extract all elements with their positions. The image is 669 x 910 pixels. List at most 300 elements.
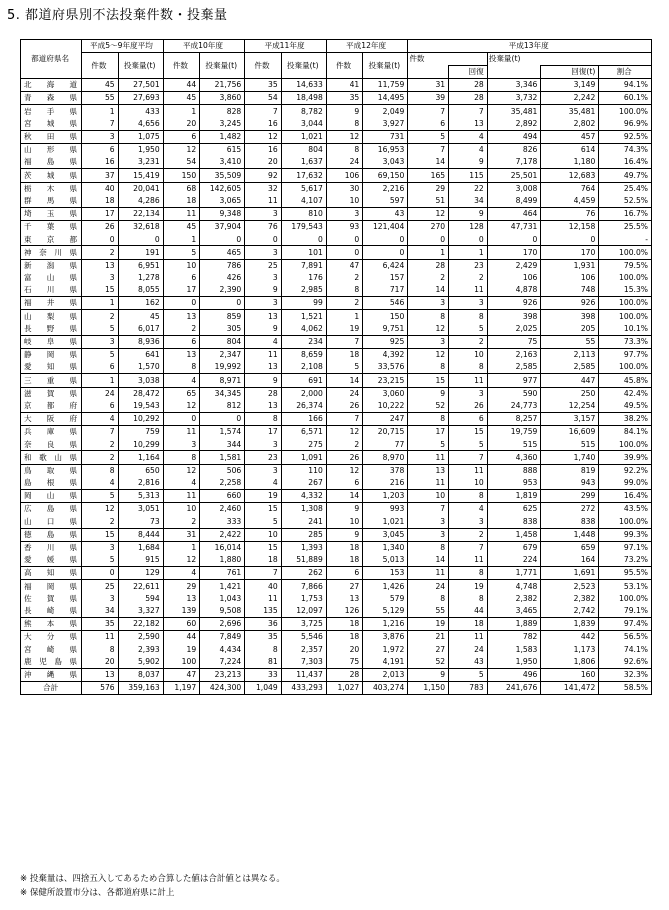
table-cell: 1,180	[541, 156, 599, 169]
table-cell: 926	[541, 297, 599, 310]
prefecture-name: 神奈川県	[21, 246, 82, 259]
table-cell: 403,274	[363, 681, 408, 694]
table-cell: 398	[541, 310, 599, 323]
prefecture-name: 埼玉県	[21, 207, 82, 220]
table-cell: 13	[82, 259, 118, 272]
table-cell: 494	[487, 130, 541, 143]
prefecture-name: 沖縄県	[21, 668, 82, 681]
table-cell: 25.4%	[599, 182, 652, 195]
table-cell: 506	[200, 464, 245, 477]
table-cell: 2,049	[363, 105, 408, 118]
table-cell: 3	[82, 130, 118, 143]
table-cell: 759	[118, 426, 163, 439]
table-cell: 1,880	[200, 554, 245, 567]
table-cell: 0	[363, 246, 408, 259]
table-cell: 15.3%	[599, 284, 652, 297]
table-cell: 24	[408, 580, 449, 593]
table-cell: 424,300	[200, 681, 245, 694]
table-cell: 3,245	[200, 118, 245, 131]
table-cell: 43	[363, 207, 408, 220]
table-cell: 9	[245, 284, 281, 297]
table-cell: 2,523	[541, 580, 599, 593]
table-cell: 100	[163, 655, 199, 668]
table-cell: 3,927	[363, 118, 408, 131]
table-row	[21, 246, 652, 259]
prefecture-name: 合計	[21, 681, 82, 694]
prefecture-name: 千葉県	[21, 221, 82, 234]
table-cell: 3,876	[363, 631, 408, 644]
table-cell: 1,482	[200, 130, 245, 143]
table-cell: 24	[449, 643, 488, 655]
table-cell: 1	[163, 541, 199, 554]
table-cell: 285	[281, 528, 326, 541]
table-cell: 447	[541, 374, 599, 387]
table-cell: 54	[163, 156, 199, 169]
table-cell: 6	[82, 400, 118, 413]
footnote: ※ 保健所設置市分は、各都道府県に計上	[20, 888, 175, 898]
table-cell: 6,951	[118, 259, 163, 272]
table-cell: 28	[449, 92, 488, 105]
table-cell: 1,203	[363, 490, 408, 503]
table-cell: 8	[408, 361, 449, 374]
table-cell: 11	[449, 374, 488, 387]
table-cell: 828	[200, 105, 245, 118]
table-cell: 14	[408, 284, 449, 297]
table-cell: 915	[118, 554, 163, 567]
table-cell: 2	[326, 272, 362, 284]
table-cell: 74.1%	[599, 643, 652, 655]
table-cell: 13	[163, 593, 199, 605]
header-amount: 投棄量(t)	[487, 53, 651, 66]
table-cell: 34	[82, 605, 118, 618]
table-cell: 22,182	[118, 617, 163, 630]
header-count: 件数	[408, 53, 487, 66]
table-cell: 6	[326, 567, 362, 580]
table-cell: 28,472	[118, 387, 163, 400]
table-cell: 4	[449, 143, 488, 156]
table-cell: 3,725	[281, 617, 326, 630]
table-cell: 812	[200, 400, 245, 413]
total-row	[21, 681, 652, 694]
table-cell: 162	[118, 297, 163, 310]
table-cell: 92.5%	[599, 130, 652, 143]
table-cell: 224	[487, 554, 541, 567]
table-cell: 1,421	[200, 580, 245, 593]
table-cell: 7	[326, 335, 362, 348]
table-cell: 52	[408, 400, 449, 413]
table-cell: 4,191	[363, 655, 408, 668]
prefecture-name: 宮城県	[21, 118, 82, 131]
table-cell: 17	[245, 426, 281, 439]
table-cell: 55	[408, 605, 449, 618]
header-count: 件数	[326, 53, 362, 79]
table-cell: 5,617	[281, 182, 326, 195]
table-cell: 8	[245, 412, 281, 425]
table-cell: 2	[449, 528, 488, 541]
table-cell: 5	[449, 438, 488, 451]
table-cell: 40	[82, 182, 118, 195]
table-cell: 12	[408, 207, 449, 220]
table-cell: 23	[245, 451, 281, 464]
table-cell: 14,495	[363, 92, 408, 105]
table-cell: 1	[163, 233, 199, 246]
prefecture-name: 福岡県	[21, 580, 82, 593]
table-cell: 4	[82, 412, 118, 425]
table-cell: 1,458	[487, 528, 541, 541]
table-cell: 115	[449, 169, 488, 182]
table-cell: 2,892	[487, 118, 541, 131]
table-cell: 16,609	[541, 426, 599, 439]
table-cell: 1	[163, 105, 199, 118]
table-cell: 3	[326, 207, 362, 220]
table-cell: 18	[245, 554, 281, 567]
table-cell: 13	[245, 400, 281, 413]
table-cell: 12	[82, 503, 118, 516]
table-cell: 13	[163, 310, 199, 323]
table-cell: 4,332	[281, 490, 326, 503]
table-cell: 2,460	[200, 503, 245, 516]
table-cell: 164	[541, 554, 599, 567]
prefecture-name: 宮崎県	[21, 643, 82, 655]
table-cell: 25.5%	[599, 221, 652, 234]
header-amount: 投棄量(t)	[200, 53, 245, 79]
table-cell: 6	[326, 477, 362, 490]
table-row	[21, 541, 652, 554]
table-cell: 5	[82, 554, 118, 567]
table-cell: 0	[449, 233, 488, 246]
table-cell: 7,891	[281, 259, 326, 272]
table-cell: 717	[363, 284, 408, 297]
table-row	[21, 412, 652, 425]
table-cell: 43.5%	[599, 503, 652, 516]
table-cell: 1,278	[118, 272, 163, 284]
table-cell: 99	[281, 297, 326, 310]
table-cell: 1,839	[541, 617, 599, 630]
table-cell: 5	[449, 668, 488, 681]
table-cell: 68	[163, 182, 199, 195]
table-row	[21, 323, 652, 336]
table-row	[21, 464, 652, 477]
prefecture-name: 石川県	[21, 284, 82, 297]
table-cell: 8,257	[487, 412, 541, 425]
table-cell: 1,197	[163, 681, 199, 694]
table-cell: 14,633	[281, 79, 326, 92]
table-cell: 761	[200, 567, 245, 580]
prefecture-name: 大阪府	[21, 412, 82, 425]
table-cell: 35	[326, 92, 362, 105]
table-row	[21, 643, 652, 655]
table-cell: 0	[363, 233, 408, 246]
table-cell: 838	[487, 515, 541, 528]
table-cell: 993	[363, 503, 408, 516]
table-cell: 3,157	[541, 412, 599, 425]
table-cell: 9	[245, 374, 281, 387]
table-cell: 47	[326, 259, 362, 272]
table-cell: 597	[363, 195, 408, 208]
table-cell: 15	[408, 374, 449, 387]
table-cell: 11	[449, 631, 488, 644]
table-cell: 52.5%	[599, 195, 652, 208]
table-cell: 6,571	[281, 426, 326, 439]
table-row	[21, 580, 652, 593]
prefecture-name: 群馬県	[21, 195, 82, 208]
header-period: 平成11年度	[245, 40, 327, 53]
table-cell: 100.0%	[599, 105, 652, 118]
table-cell: 12,097	[281, 605, 326, 618]
table-cell: 1,950	[487, 655, 541, 668]
table-row	[21, 374, 652, 387]
prefecture-name: 青森県	[21, 92, 82, 105]
table-row	[21, 593, 652, 605]
table-cell: 9	[408, 387, 449, 400]
table-cell: 4,360	[487, 451, 541, 464]
table-cell: 12	[163, 464, 199, 477]
table-cell: 55	[82, 92, 118, 105]
table-cell: 1,691	[541, 567, 599, 580]
table-cell: 2	[82, 310, 118, 323]
table-row	[21, 503, 652, 516]
table-row	[21, 221, 652, 234]
prefecture-name: 岩手県	[21, 105, 82, 118]
table-cell: 691	[281, 374, 326, 387]
table-cell: 13	[449, 118, 488, 131]
footnotes	[20, 872, 285, 900]
table-cell: 10,292	[118, 412, 163, 425]
table-cell: 8	[326, 143, 362, 156]
table-cell: 3,043	[363, 156, 408, 169]
table-cell: 8	[408, 593, 449, 605]
table-cell: 129	[118, 567, 163, 580]
table-row	[21, 438, 652, 451]
table-row	[21, 310, 652, 323]
table-cell: 679	[487, 541, 541, 554]
table-cell: 1,216	[363, 617, 408, 630]
table-cell: 3,038	[118, 374, 163, 387]
table-cell: 60.1%	[599, 92, 652, 105]
table-cell: 11	[449, 284, 488, 297]
table-cell: 576	[82, 681, 118, 694]
prefecture-name: 熊本県	[21, 617, 82, 630]
table-cell: 8	[408, 310, 449, 323]
table-cell: 24,773	[487, 400, 541, 413]
table-cell: 650	[118, 464, 163, 477]
table-cell: 2,000	[281, 387, 326, 400]
table-cell: 234	[281, 335, 326, 348]
header-period: 平成12年度	[326, 40, 408, 53]
table-cell: 106	[541, 272, 599, 284]
table-cell: 8	[449, 593, 488, 605]
table-cell: 35,481	[541, 105, 599, 118]
table-cell: 2,585	[487, 361, 541, 374]
table-cell: 2	[82, 451, 118, 464]
table-cell: 3,044	[281, 118, 326, 131]
table-cell: 804	[281, 143, 326, 156]
table-cell: 9,348	[200, 207, 245, 220]
table-cell: 5	[163, 246, 199, 259]
table-cell: 464	[487, 207, 541, 220]
header-row-metrics	[21, 53, 652, 66]
table-row	[21, 284, 652, 297]
table-cell: 31	[408, 79, 449, 92]
table-cell: 241,676	[487, 681, 541, 694]
table-cell: 26	[449, 400, 488, 413]
table-cell: 23,213	[200, 668, 245, 681]
table-cell: 3,008	[487, 182, 541, 195]
table-cell: 4,286	[118, 195, 163, 208]
table-cell: 3,045	[363, 528, 408, 541]
table-cell: 31	[163, 528, 199, 541]
table-cell: 426	[200, 272, 245, 284]
prefecture-name: 新潟県	[21, 259, 82, 272]
table-cell: 11	[449, 554, 488, 567]
prefecture-name: 愛媛県	[21, 554, 82, 567]
table-row	[21, 515, 652, 528]
table-cell: 44	[449, 605, 488, 618]
table-cell: 8	[449, 310, 488, 323]
table-cell: 10.1%	[599, 323, 652, 336]
table-cell: 13	[326, 593, 362, 605]
table-cell: 0	[200, 412, 245, 425]
table-cell: 299	[541, 490, 599, 503]
table-cell: 35,481	[487, 105, 541, 118]
table-cell: 16	[245, 143, 281, 156]
table-cell: 2	[82, 438, 118, 451]
table-row	[21, 387, 652, 400]
table-cell: 546	[363, 297, 408, 310]
table-cell: 99.0%	[599, 477, 652, 490]
table-cell: 73.2%	[599, 554, 652, 567]
table-cell: 1,931	[541, 259, 599, 272]
table-cell: 139	[163, 605, 199, 618]
table-cell: 18	[82, 195, 118, 208]
table-cell: 0	[200, 233, 245, 246]
table-cell: 16.4%	[599, 156, 652, 169]
table-cell: 19,759	[487, 426, 541, 439]
table-cell: 12,254	[541, 400, 599, 413]
table-cell: 15	[245, 503, 281, 516]
table-cell: 8,659	[281, 348, 326, 361]
table-cell: 7	[408, 143, 449, 156]
table-cell: 3,732	[487, 92, 541, 105]
prefecture-name: 香川県	[21, 541, 82, 554]
table-cell: 3	[408, 335, 449, 348]
table-cell: 84.1%	[599, 426, 652, 439]
table-cell: 205	[541, 323, 599, 336]
table-cell: 18	[326, 348, 362, 361]
header-period: 平成13年度	[408, 40, 652, 53]
table-row	[21, 169, 652, 182]
table-cell: 496	[487, 668, 541, 681]
prefecture-name: 大分県	[21, 631, 82, 644]
table-cell: 36	[245, 617, 281, 630]
table-cell: 1,043	[200, 593, 245, 605]
table-cell: 804	[200, 335, 245, 348]
table-cell: 100.0%	[599, 297, 652, 310]
table-cell: 1,173	[541, 643, 599, 655]
table-cell: 6,017	[118, 323, 163, 336]
table-cell: 24	[326, 156, 362, 169]
prefecture-name: 滋賀県	[21, 387, 82, 400]
header-amount-recovered: 回復(t)	[541, 66, 599, 79]
table-cell: 0	[487, 233, 541, 246]
table-cell: 7,303	[281, 655, 326, 668]
table-cell: 0	[326, 233, 362, 246]
table-cell: 35	[82, 617, 118, 630]
header-count: 件数	[163, 53, 199, 79]
table-cell: 27	[326, 580, 362, 593]
table-row	[21, 143, 652, 156]
table-cell: 42.4%	[599, 387, 652, 400]
table-cell: 1,753	[281, 593, 326, 605]
table-cell: 19	[326, 323, 362, 336]
table-cell: 191	[118, 246, 163, 259]
table-cell: 12	[408, 323, 449, 336]
table-cell: 344	[200, 438, 245, 451]
table-row	[21, 156, 652, 169]
table-cell: 6	[408, 118, 449, 131]
table-cell: 0	[82, 233, 118, 246]
table-cell: 2,163	[487, 348, 541, 361]
table-cell: 2,108	[281, 361, 326, 374]
table-cell: 14	[326, 490, 362, 503]
table-cell: 97.7%	[599, 348, 652, 361]
table-row	[21, 361, 652, 374]
table-cell: 153	[363, 567, 408, 580]
table-cell: 0	[541, 233, 599, 246]
table-row	[21, 631, 652, 644]
table-row	[21, 335, 652, 348]
table-cell: 826	[487, 143, 541, 156]
table-cell: 782	[487, 631, 541, 644]
table-cell: 56.5%	[599, 631, 652, 644]
table-cell: 49.7%	[599, 169, 652, 182]
table-cell: 465	[200, 246, 245, 259]
table-cell: 10	[449, 348, 488, 361]
table-cell: 3,231	[118, 156, 163, 169]
table-cell: 10	[163, 503, 199, 516]
header-amount: 投棄量(t)	[118, 53, 163, 79]
table-cell: 1,583	[487, 643, 541, 655]
table-cell: 1,021	[363, 515, 408, 528]
table-cell: 150	[363, 310, 408, 323]
prefecture-name: 東京都	[21, 233, 82, 246]
table-cell: 12	[326, 426, 362, 439]
table-cell: 8,444	[118, 528, 163, 541]
table-cell: 2,382	[541, 593, 599, 605]
table-cell: 3	[82, 541, 118, 554]
table-cell: 3	[449, 297, 488, 310]
table-cell: 2,422	[200, 528, 245, 541]
prefecture-name: 岡山県	[21, 490, 82, 503]
table-cell: 3,327	[118, 605, 163, 618]
table-cell: 2,390	[200, 284, 245, 297]
table-cell: 79.5%	[599, 259, 652, 272]
table-cell: 8,782	[281, 105, 326, 118]
table-cell: 262	[281, 567, 326, 580]
table-cell: 19	[245, 490, 281, 503]
table-row	[21, 182, 652, 195]
table-cell: 3	[245, 246, 281, 259]
table-cell: 74.3%	[599, 143, 652, 156]
table-cell: 11	[163, 207, 199, 220]
table-cell: 75	[487, 335, 541, 348]
prefecture-name: 茨城県	[21, 169, 82, 182]
table-cell: 17	[163, 284, 199, 297]
table-cell: 97.1%	[599, 541, 652, 554]
prefecture-name: 福井県	[21, 297, 82, 310]
table-cell: 11	[245, 348, 281, 361]
table-cell: 121,404	[363, 221, 408, 234]
